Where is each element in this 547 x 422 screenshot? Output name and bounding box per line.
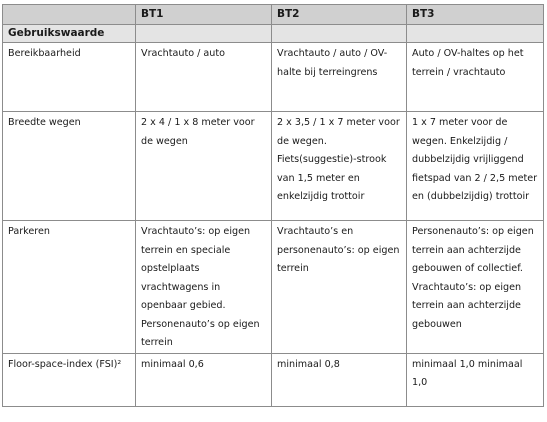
section-empty-cell bbox=[272, 25, 407, 43]
cell-bt2: 2 x 3,5 / 1 x 7 meter voor de wegen. Fiets(suggestie)-strook van 1,5 meter en enkelzijdig trottoir bbox=[272, 112, 407, 221]
cell-bt1: Vrachtauto / auto bbox=[136, 43, 272, 112]
section-title: Gebruikswaarde bbox=[3, 25, 136, 43]
document-page bbox=[2, 4, 544, 407]
row-label: Breedte wegen bbox=[3, 112, 136, 221]
table-row bbox=[3, 221, 544, 354]
gebruikswaarde-table bbox=[2, 4, 544, 407]
column-header-bt3: BT3 bbox=[407, 5, 544, 25]
cell-bt2: Vrachtauto / auto / OV-halte bij terreingrens bbox=[272, 43, 407, 112]
section-empty-cell bbox=[407, 25, 544, 43]
column-header-bt2: BT2 bbox=[272, 5, 407, 25]
cell-bt3: Auto / OV-haltes op het terrein / vrachtauto bbox=[407, 43, 544, 112]
table-row bbox=[3, 112, 544, 221]
table-header-row bbox=[3, 5, 544, 25]
cell-bt1: minimaal 0,6 bbox=[136, 353, 272, 406]
table-row bbox=[3, 43, 544, 112]
column-header-bt1: BT1 bbox=[136, 5, 272, 25]
header-corner-cell bbox=[3, 5, 136, 25]
section-row bbox=[3, 25, 544, 43]
cell-bt1: Vrachtauto’s: op eigen terrein en speciale opstelplaats vrachtwagens in openbaar gebied. Personenauto’s op eigen terrein bbox=[136, 221, 272, 354]
row-label: Floor-space-index (FSI)² bbox=[3, 353, 136, 406]
cell-bt2: Vrachtauto’s en personenauto’s: op eigen terrein bbox=[272, 221, 407, 354]
cell-bt3: Personenauto’s: op eigen terrein aan achterzijde gebouwen of collectief. Vrachtauto’s: op eigen terrein aan achterzijde gebouwen bbox=[407, 221, 544, 354]
cell-bt3: minimaal 1,0 minimaal 1,0 bbox=[407, 353, 544, 406]
cell-bt1: 2 x 4 / 1 x 8 meter voor de wegen bbox=[136, 112, 272, 221]
row-label: Bereikbaarheid bbox=[3, 43, 136, 112]
table-row bbox=[3, 353, 544, 406]
section-empty-cell bbox=[136, 25, 272, 43]
cell-bt2: minimaal 0,8 bbox=[272, 353, 407, 406]
cell-bt3: 1 x 7 meter voor de wegen. Enkelzijdig / dubbelzijdig vrijliggend fietspad van 2 / 2,5 meter en (dubbelzijdig) trottoir bbox=[407, 112, 544, 221]
row-label: Parkeren bbox=[3, 221, 136, 354]
